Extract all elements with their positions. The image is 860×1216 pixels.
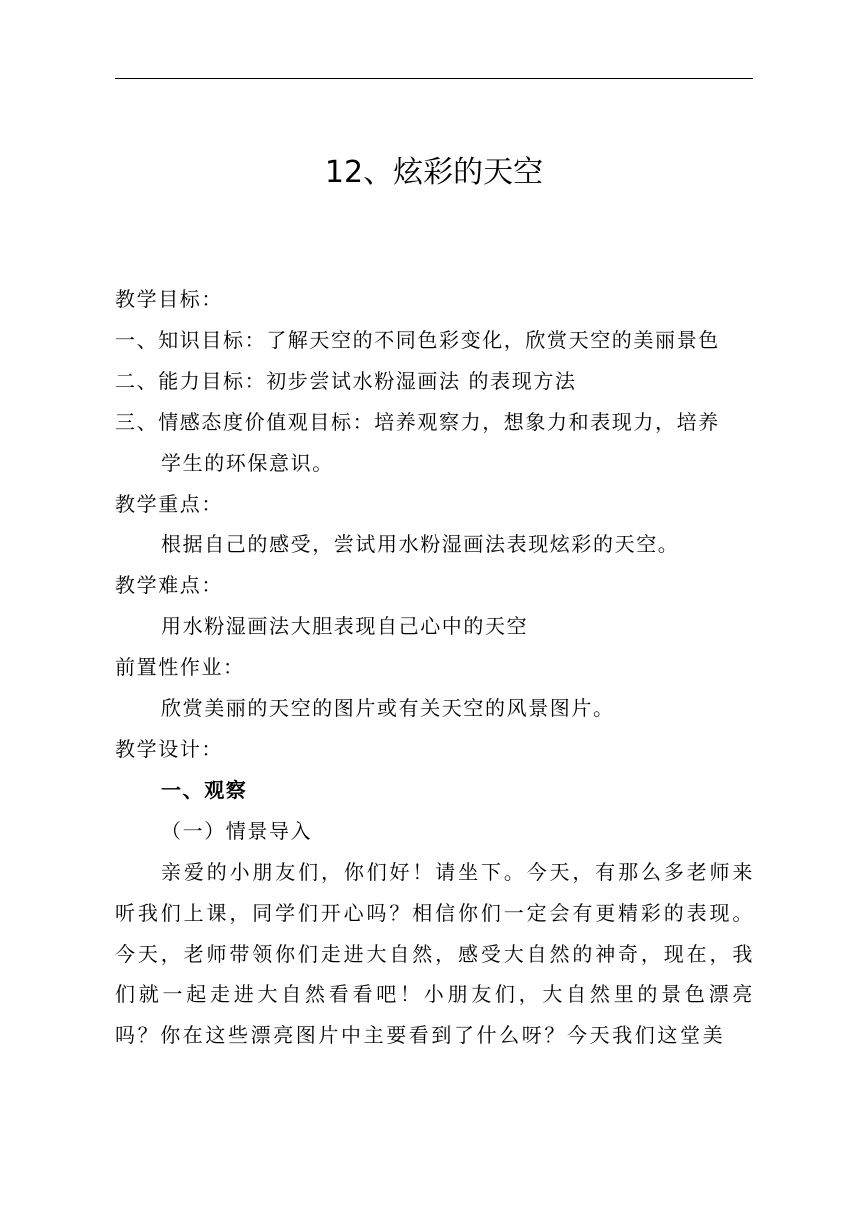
document-title: 12、炫彩的天空 [324, 155, 544, 190]
objective-attitude-line-2: 学生的环保意识。 [161, 450, 334, 475]
difficulties-heading: 教学难点： [115, 573, 223, 598]
header-rule [115, 78, 753, 79]
preview-heading: 前置性作业： [115, 655, 245, 680]
design-heading: 教学设计： [115, 736, 223, 761]
document-body [115, 279, 755, 1056]
key-points-heading: 教学重点： [115, 491, 223, 516]
difficulties-text: 用水粉湿画法大胆表现自己心中的天空 [161, 614, 529, 639]
objective-ability: 二、能力目标：初步尝试水粉湿画法 的表现方法 [115, 368, 577, 393]
intro-paragraph: 亲爱的小朋友们，你们好！请坐下。今天，有那么多老师来听我们上课，同学们开心吗？相信你们一定会有更精彩的表现。今天，老师带领你们走进大自然，感受大自然的神奇，现在，我们就一起走进大自然看看吧！小朋友们，大自然里的景色漂亮吗？你在这些漂亮图片中主要看到了什么呀？今天我们这堂美 [115, 859, 755, 1048]
key-points-text: 根据自己的感受，尝试用水粉湿画法表现炫彩的天空。 [161, 532, 680, 557]
section-observe-heading: 一、观察 [161, 777, 248, 802]
subsection-intro-heading: （一）情景导入 [161, 818, 313, 843]
objective-knowledge: 一、知识目标：了解天空的不同色彩变化，欣赏天空的美丽景色 [115, 327, 720, 352]
objective-attitude-line-1: 三、情感态度价值观目标：培养观察力，想象力和表现力，培养 [115, 409, 720, 434]
preview-text: 欣赏美丽的天空的图片或有关天空的风景图片。 [161, 696, 615, 721]
objectives-heading: 教学目标： [115, 287, 223, 311]
